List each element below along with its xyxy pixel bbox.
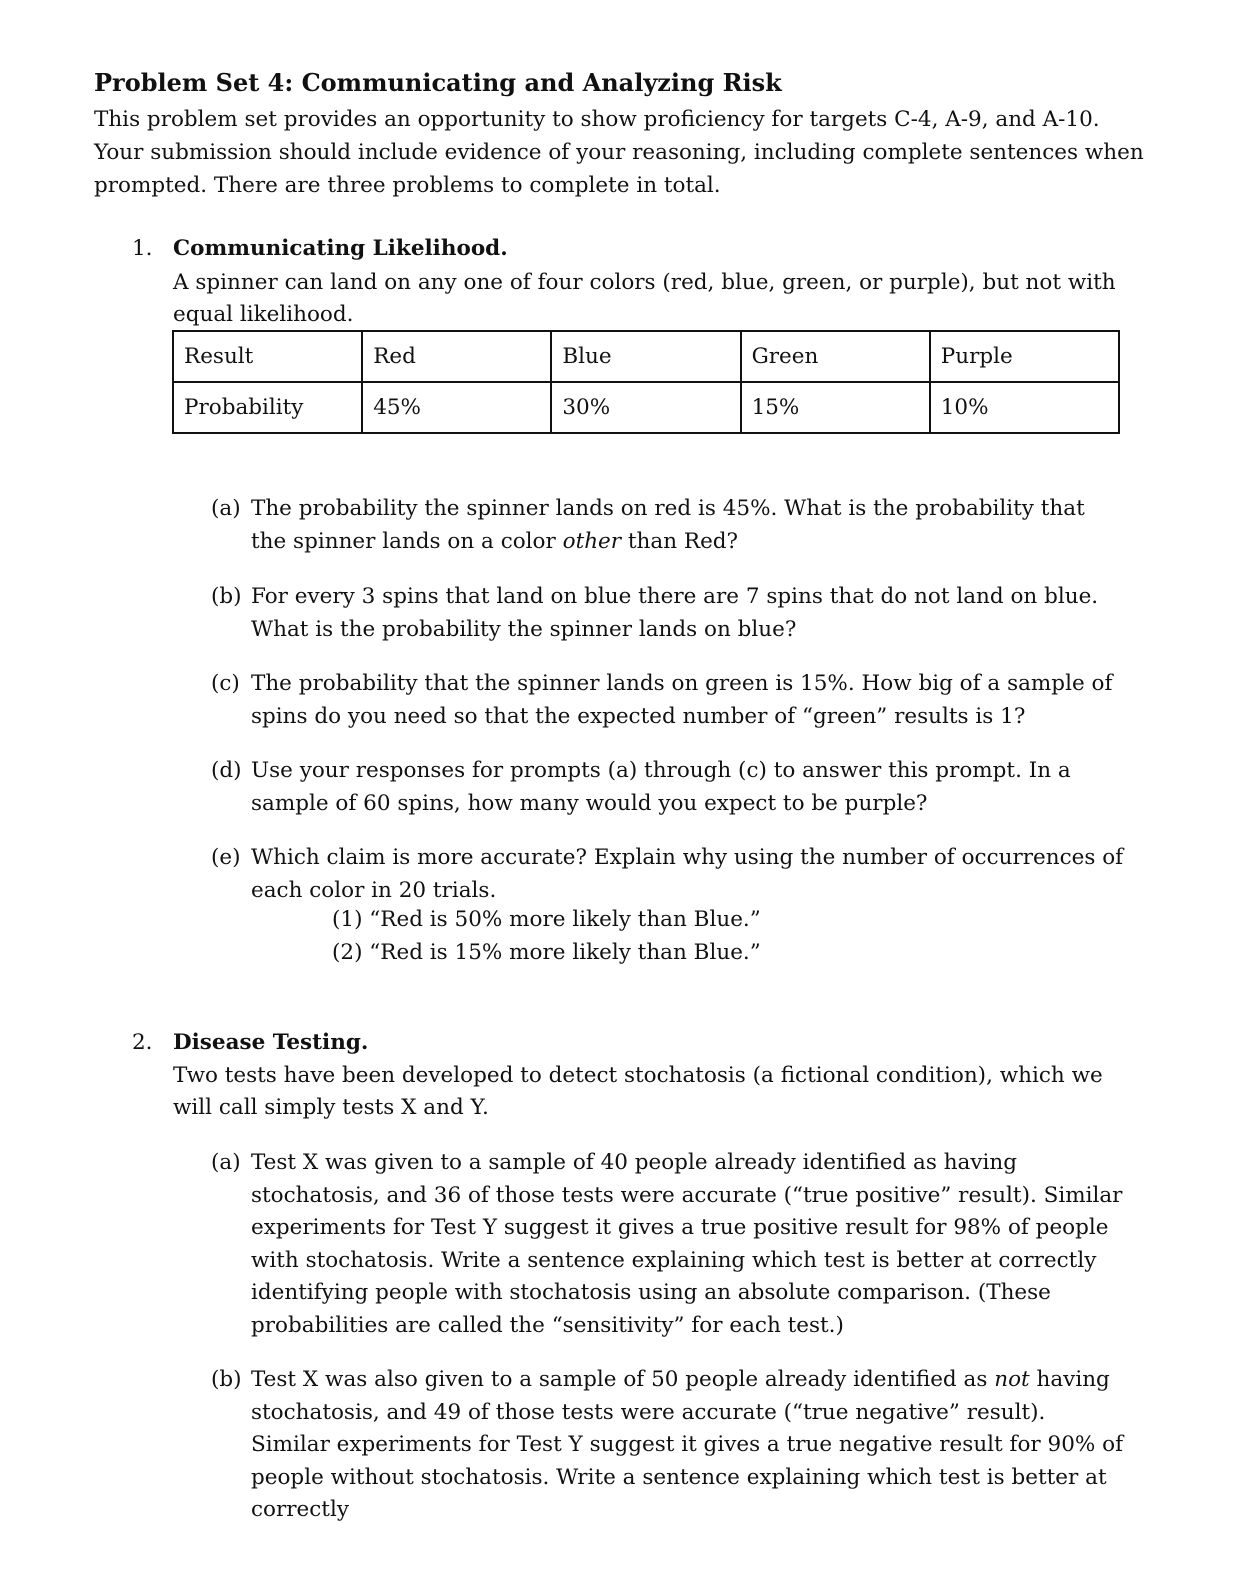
- table-cell: Blue: [551, 331, 740, 382]
- table-cell: 15%: [741, 382, 930, 433]
- claim-1: (1) “Red is 50% more likely than Blue.”: [332, 907, 761, 932]
- problem-2b: [211, 1364, 1126, 1527]
- problem-1c: [211, 668, 1126, 733]
- table-header-row: [173, 331, 1119, 382]
- item-label: (c): [211, 671, 240, 696]
- problem-1b: [211, 581, 1126, 646]
- problem-1-heading: Communicating Likelihood.: [173, 236, 508, 261]
- problem-1a: [211, 493, 1126, 558]
- problem-1-number: 1.: [132, 236, 153, 261]
- table-cell: 10%: [930, 382, 1119, 433]
- item-label: (b): [211, 584, 242, 609]
- problem-2-number: 2.: [132, 1030, 153, 1055]
- problem-1-description: A spinner can land on any one of four colors (red, blue, green, or purple), but not with equal likelihood.: [173, 270, 1116, 327]
- problem-2a: [211, 1147, 1126, 1342]
- probability-table: [172, 330, 1120, 434]
- page-title: Problem Set 4: Communicating and Analyzing Risk: [94, 68, 782, 97]
- table-cell: 30%: [551, 382, 740, 433]
- item-label: (b): [211, 1367, 242, 1392]
- table-cell: Red: [362, 331, 551, 382]
- item-label: (a): [211, 496, 241, 521]
- item-label: (e): [211, 845, 241, 870]
- problem-2-description: Two tests have been developed to detect stochatosis (a fictional condition), which we will call simply tests X and Y.: [173, 1063, 1103, 1120]
- table-cell: Green: [741, 331, 930, 382]
- problem-2-heading: Disease Testing.: [173, 1030, 369, 1055]
- problem-1d: [211, 755, 1126, 820]
- item-text: Test X was also given to a sample of 50 people already identified as not having stochatosis, and 49 of those tests were accurate (“true negative” result). Similar experiments for Test Y suggest it gives a true negative result for 90% of people without stochatosis. Write a sentence explaining which test is better at correctly: [251, 1367, 1124, 1522]
- table-cell: 45%: [362, 382, 551, 433]
- problem-1e: [211, 842, 1126, 907]
- item-text: For every 3 spins that land on blue there are 7 spins that do not land on blue. What is the probability the spinner lands on blue?: [251, 584, 1099, 642]
- table-cell: Result: [173, 331, 362, 382]
- item-text: The probability that the spinner lands on green is 15%. How big of a sample of spins do you need so that the expected number of “green” results is 1?: [251, 671, 1113, 729]
- item-label: (a): [211, 1150, 241, 1175]
- table-row: [173, 382, 1119, 433]
- intro-paragraph: This problem set provides an opportunity to show proficiency for targets C-4, A-9, and A-10. Your submission should include evidence of your reasoning, including complete sentences when prompted. There are three problems to complete in total.: [94, 107, 1144, 198]
- item-label: (d): [211, 758, 242, 783]
- item-text: Test X was given to a sample of 40 people already identified as having stochatosis, and 36 of those tests were accurate (“true positive” result). Similar experiments for Test Y suggest it gives a true positive result for 98% of people with stochatosis. Write a sentence explaining which test is better at correctly identifying people with stochatosis using an absolute comparison. (These probabilities are called the “sensitivity” for each test.): [251, 1150, 1123, 1338]
- table-cell: Purple: [930, 331, 1119, 382]
- table-cell: Probability: [173, 382, 362, 433]
- item-text: Which claim is more accurate? Explain why using the number of occurrences of each color in 20 trials.: [251, 845, 1124, 903]
- item-text: Use your responses for prompts (a) through (c) to answer this prompt. In a sample of 60 spins, how many would you expect to be purple?: [251, 758, 1071, 816]
- item-text: The probability the spinner lands on red is 45%. What is the probability that the spinner lands on a color other than Red?: [251, 496, 1085, 554]
- claim-2: (2) “Red is 15% more likely than Blue.”: [332, 940, 761, 965]
